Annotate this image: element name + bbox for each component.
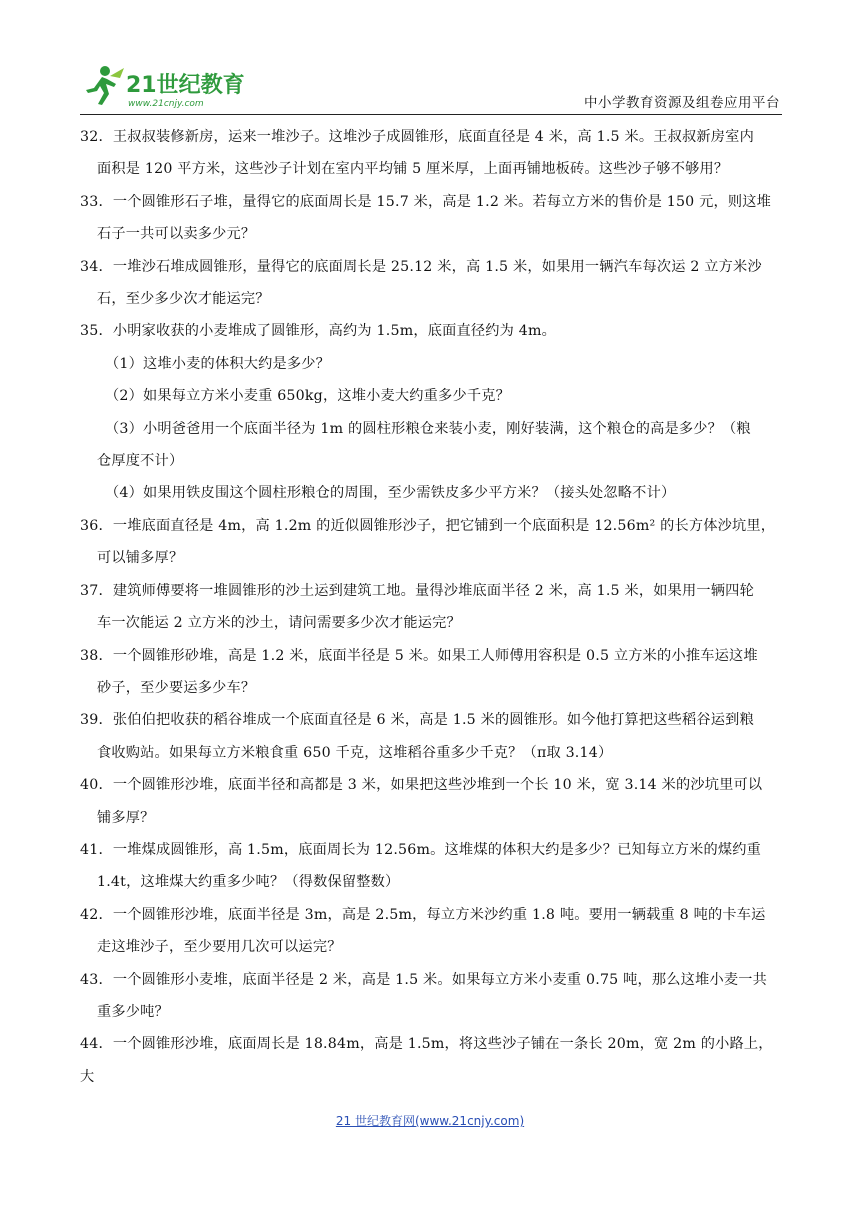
footer-link[interactable]: 21 世纪教育网(www.21cnjy.com): [335, 1114, 525, 1128]
question-list: [80, 121, 786, 1093]
question-line-cont: 石子一共可以卖多少元？: [97, 226, 256, 243]
sub-question-line: （1）这堆小麦的体积大约是多少？: [105, 355, 331, 372]
logo-url: www.21cnjy.com: [128, 99, 204, 109]
question-line: 41．一堆煤成圆锥形，高 1.5m，底面周长为 12.56m。这堆煤的体积大约是多少？已知每立方米的煤约重: [80, 841, 762, 858]
sub-question-3: [80, 413, 786, 478]
question-34: [80, 251, 786, 316]
question-line: 33．一个圆锥形石子堆，量得它的底面周长是 15.7 米，高是 1.2 米。若每立方米的售价是 150 元，则这堆: [80, 193, 772, 210]
question-39: [80, 704, 786, 769]
question-33: [80, 186, 786, 251]
platform-name: 中小学教育资源及组卷应用平台: [584, 95, 780, 111]
question-35: [80, 315, 786, 347]
page-header: [80, 60, 782, 115]
question-line: 35．小明家收获的小麦堆成了圆锥形，高约为 1.5m，底面直径约为 4m。: [80, 323, 557, 340]
question-43: [80, 964, 786, 1029]
question-line: 39．张伯伯把收获的稻谷堆成一个底面直径是 6 米，高是 1.5 米的圆锥形。如今他打算把这些稻谷运到粮: [80, 712, 754, 729]
question-line: 40．一个圆锥形沙堆，底面半径和高都是 3 米，如果把这些沙堆到一个长 10 米，宽 3.14 米的沙坑里可以: [80, 777, 763, 794]
sub-question-line-cont: 仓厚度不计）: [97, 453, 184, 470]
question-line-cont: 面积是 120 平方米，这些沙子计划在室内平均铺 5 厘米厚，上面再铺地板砖。这些沙子够不够用？: [97, 161, 729, 178]
question-line: 32．王叔叔装修新房，运来一堆沙子。这堆沙子成圆锥形，底面直径是 4 米，高 1.5 米。王叔叔新房室内: [80, 129, 754, 145]
sub-question-1: [80, 348, 786, 380]
question-line: 42．一个圆锥形沙堆，底面半径是 3m，高是 2.5m，每立方米沙约重 1.8 吨。要用一辆载重 8 吨的卡车运: [80, 906, 766, 923]
question-line-cont: 走这堆沙子，至少要用几次可以运完？: [97, 939, 342, 956]
question-32: [80, 121, 786, 186]
question-41: [80, 834, 786, 899]
question-36: [80, 510, 786, 575]
question-42: [80, 899, 786, 964]
question-40: [80, 769, 786, 834]
question-37: [80, 575, 786, 640]
sub-question-line: （4）如果用铁皮围这个圆柱形粮仓的周围，至少需铁皮多少平方米？（接头处忽略不计）: [105, 485, 676, 502]
question-line: 44．一个圆锥形沙堆，底面周长是 18.84m，高是 1.5m，将这些沙子铺在一条长 20m，宽 2m 的小路上，大: [80, 1036, 773, 1085]
question-line-cont: 可以铺多厚？: [97, 550, 184, 567]
sub-question-line: （2）如果每立方米小麦重 650kg，这堆小麦大约重多少千克？: [105, 388, 510, 405]
question-44: [80, 1028, 786, 1093]
question-line: 43．一个圆锥形小麦堆，底面半径是 2 米，高是 1.5 米。如果每立方米小麦重 0.75 吨，那么这堆小麦一共: [80, 971, 767, 988]
question-line-cont: 1.4t，这堆煤大约重多少吨？（得数保留整数）: [97, 874, 400, 891]
question-line-cont: 铺多厚？: [97, 809, 155, 826]
page-footer: [0, 1112, 860, 1129]
sub-question-line: （3）小明爸爸用一个底面半径为 1m 的圆柱形粮仓来装小麦，刚好装满，这个粮仓的高是多少？（粮: [105, 420, 751, 437]
runner-icon: [86, 66, 124, 105]
question-line-cont: 砂子，至少要运多少车？: [97, 679, 256, 696]
question-line-cont: 石，至少多少次才能运完？: [97, 291, 270, 308]
question-line: 37．建筑师傅要将一堆圆锥形的沙土运到建筑工地。量得沙堆底面半径 2 米，高 1.5 米，如果用一辆四轮: [80, 582, 754, 599]
question-line: 36．一堆底面直径是 4m，高 1.2m 的近似圆锥形沙子，把它铺到一个底面积是 12.56m² 的长方体沙坑里，: [80, 517, 776, 534]
sub-question-2: [80, 380, 786, 412]
question-line-cont: 食收购站。如果每立方米粮食重 650 千克，这堆稻谷重多少千克？（π取 3.14）: [97, 744, 613, 761]
logo-text: 21世纪教育: [126, 73, 245, 98]
question-38: [80, 640, 786, 705]
question-line-cont: 车一次能运 2 立方米的沙土，请问需要多少次才能运完？: [97, 615, 461, 632]
sub-question-4: [80, 477, 786, 509]
question-line: 38．一个圆锥形砂堆，高是 1.2 米，底面半径是 5 米。如果工人师傅用容积是 0.5 立方米的小推车运这堆: [80, 647, 758, 664]
question-line: 34．一堆沙石堆成圆锥形，量得它的底面周长是 25.12 米，高 1.5 米，如果用一辆汽车每次运 2 立方米沙: [80, 258, 762, 275]
question-line-cont: 重多少吨？: [97, 1003, 169, 1020]
logo: [80, 64, 260, 110]
